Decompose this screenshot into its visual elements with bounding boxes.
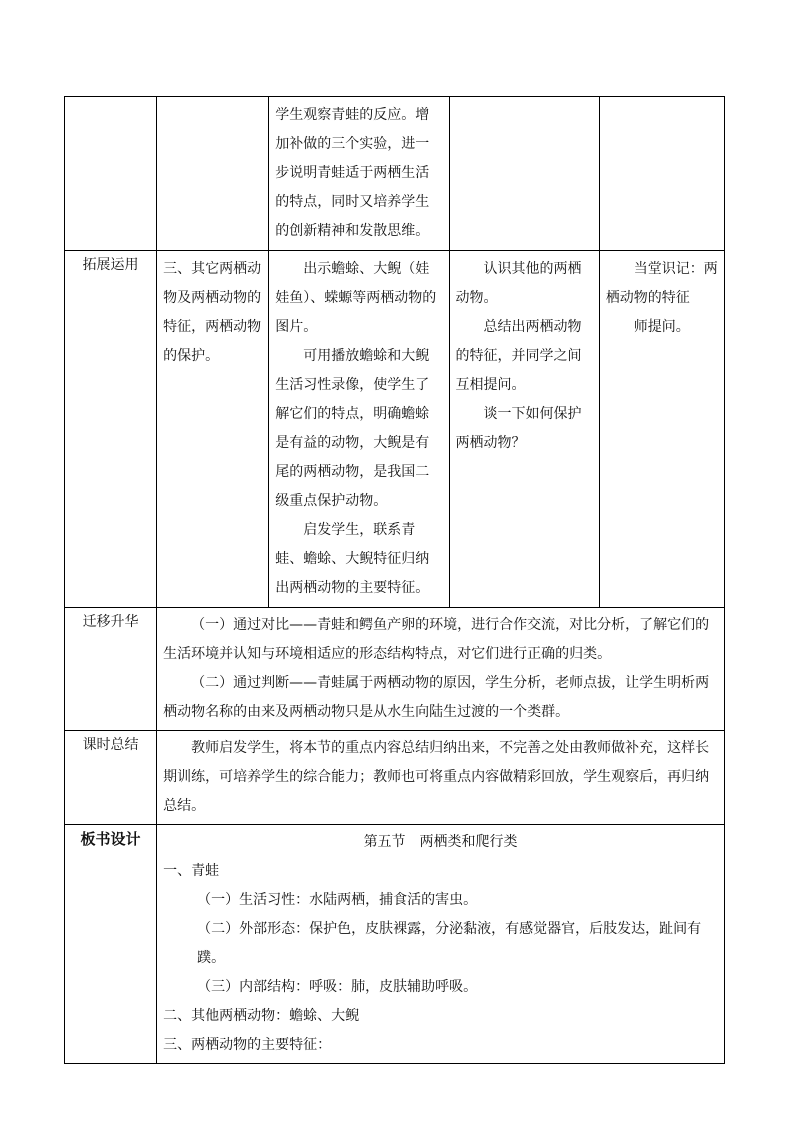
stage-label-extension: 拓展运用 — [65, 251, 157, 608]
intent-paragraph: 当堂识记：两栖动物的特征 — [605, 261, 718, 306]
board-content-cell — [157, 825, 725, 1064]
board-line: 三、两栖动物的主要特征： — [163, 1037, 332, 1053]
student-paragraph: 总结出两栖动物的特征，并同学之间互相提问。 — [455, 319, 582, 393]
student-paragraph: 认识其他的两栖动物。 — [455, 261, 582, 306]
teacher-activity-cell-extension — [269, 251, 449, 608]
student-paragraph: 谈一下如何保护两栖动物？ — [455, 406, 582, 451]
content-cell-empty — [157, 97, 269, 251]
teacher-activity-text: 学生观察青蛙的反应。增加补做的三个实验，进一步说明青蛙适于两栖生活的特点，同时又培养学生的创新精神和发散思维。 — [275, 107, 430, 239]
intent-cell-empty — [599, 97, 724, 251]
transfer-paragraph: （二）通过判断——青蛙属于两栖动物的原因，学生分析，老师点拔，让学生明析两栖动物名称的由来及两栖动物只是从水生向陆生过渡的一个类群。 — [163, 675, 710, 720]
transfer-content-cell — [157, 608, 725, 731]
board-line: （三）内部结构：呼吸：肺，皮肤辅助呼吸。 — [197, 979, 478, 995]
stage-label-summary: 课时总结 — [65, 731, 157, 825]
board-line: 一、青蛙 — [163, 863, 220, 879]
transfer-paragraph: （一）通过对比——青蛙和鳄鱼产卵的环境，进行合作交流，对比分析，了解它们的生活环境并认知与环境相适应的形态结构特点，对它们进行正确的归类。 — [163, 617, 710, 662]
board-line: （一）生活习性：水陆两栖，捕食活的害虫。 — [197, 892, 478, 908]
teacher-paragraph: 启发学生，联系青蛙、蟾蜍、大鲵特征归纳出两栖动物的主要特征。 — [275, 522, 430, 596]
table-row-transfer — [65, 608, 725, 731]
student-activity-cell-empty — [449, 97, 599, 251]
content-text-extension: 三、其它两栖动物及两栖动物的特征，两栖动物的保护。 — [163, 261, 262, 364]
board-title: 第五节 两栖类和爬行类 — [363, 834, 518, 850]
intent-cell-extension — [599, 251, 724, 608]
lesson-plan-table — [64, 96, 725, 1064]
summary-content-cell — [157, 731, 725, 825]
summary-paragraph: 教师启发学生，将本节的重点内容总结归纳出来，不完善之处由教师做补充，这样长期训练，可培养学生的综合能力；教师也可将重点内容做精彩回放，学生观察后，再归纳总结。 — [163, 740, 710, 814]
teacher-paragraph: 出示蟾蜍、大鲵（娃娃鱼）、蝾螈等两栖动物的图片。 — [275, 261, 437, 335]
intent-paragraph: 师提问。 — [633, 319, 690, 335]
stage-label-transfer: 迁移升华 — [65, 608, 157, 731]
stage-cell-empty — [65, 97, 157, 251]
stage-label-board: 板书设计 — [65, 825, 157, 1064]
board-line: （二）外部形态：保护色，皮肤裸露，分泌黏液，有感觉器官，后肢发达，趾间有蹼。 — [197, 921, 702, 966]
content-cell-extension — [157, 251, 269, 608]
teacher-activity-cell — [269, 97, 449, 251]
board-line: 二、其他两栖动物：蟾蜍、大鲵 — [163, 1008, 360, 1024]
table-row-continuation — [65, 97, 725, 251]
table-row-board — [65, 825, 725, 1064]
table-row-summary — [65, 731, 725, 825]
student-activity-cell-extension — [449, 251, 599, 608]
table-row-extension — [65, 251, 725, 608]
teacher-paragraph: 可用播放蟾蜍和大鲵生活习性录像，使学生了解它们的特点，明确蟾蜍是有益的动物，大鲵是有尾的两栖动物，是我国二级重点保护动物。 — [275, 348, 430, 509]
